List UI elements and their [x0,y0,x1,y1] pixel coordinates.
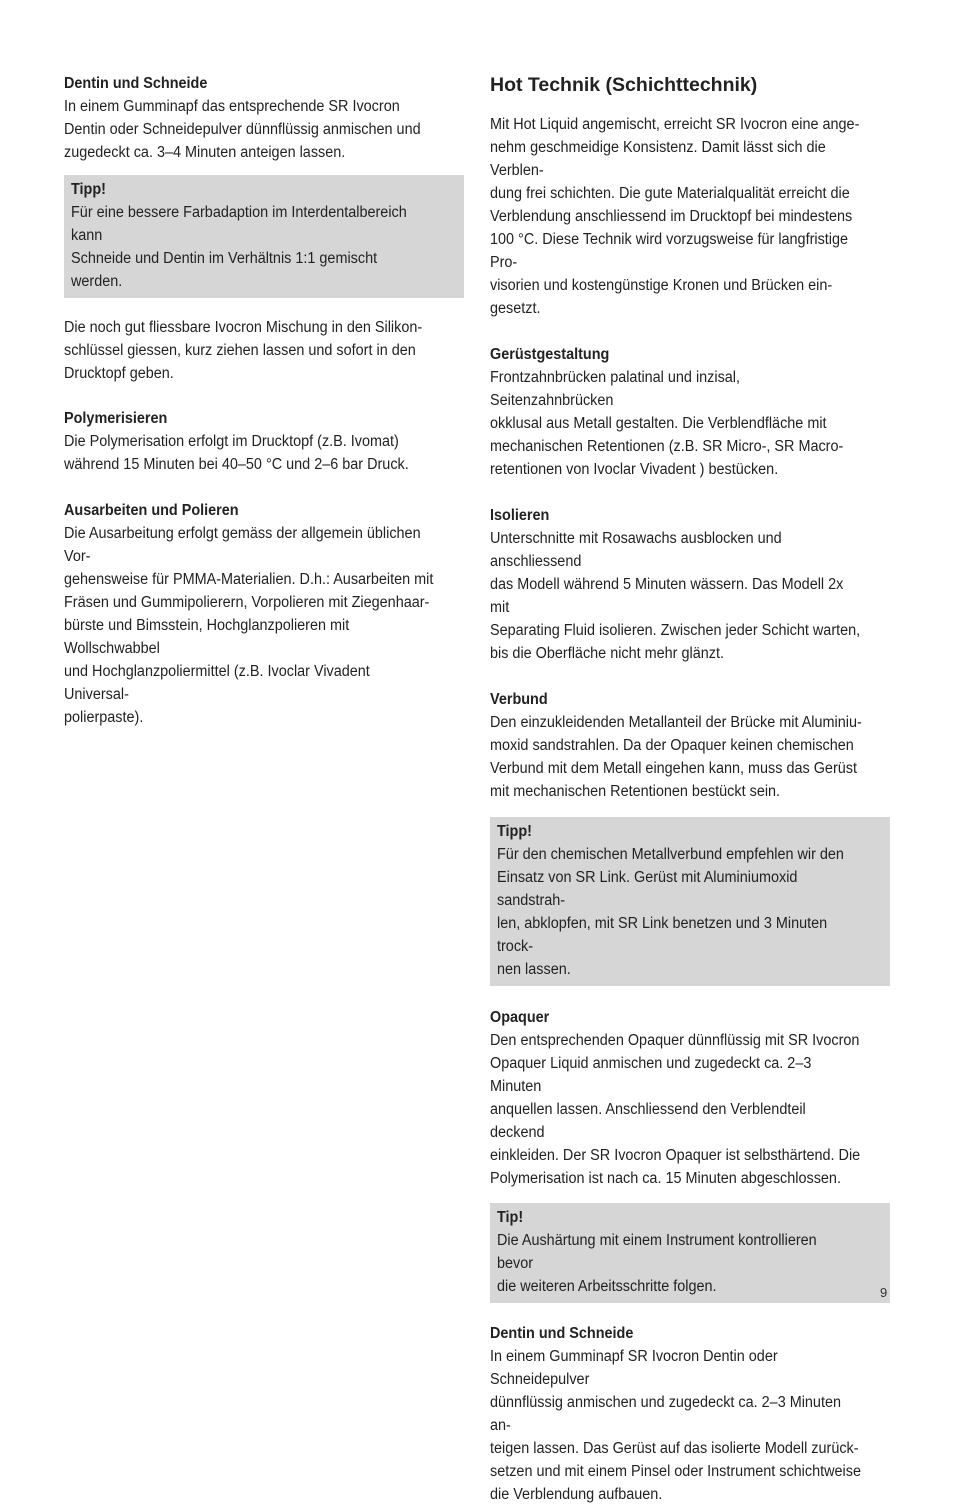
opaquer-text: Den entsprechenden Opaquer dünnflüssig mit SR Ivocron Opaquer Liquid anmischen und zugedeckt ca. 2–3 Minuten anquellen lassen. Anschliessend den Verblendteil deckend einkleiden. Der SR Ivocron Opaquer ist selbsthärtend. Die Polymerisation ist nach ca. 15 Minuten abgeschlossen. [490,1032,861,1187]
bond-text: Den einzukleidenden Metallanteil der Brücke mit Aluminiu- moxid sandstrahlen. Da der Opaquer keinen chemischen Verbund mit dem Metall eingehen kann, muss das Gerüst mit mechanischen Retentionen bestückt sein. [490,714,862,800]
right-column [490,72,890,1506]
page-number: 9 [880,1285,888,1300]
tip-text-left: Für eine bessere Farbadaption im Interdentalbereich kann Schneide und Dentin im Verhältnis 1:1 gemischt werden. [71,204,407,290]
frame-text: Frontzahnbrücken palatinal und inzisal, Seitenzahnbrücken okklusal aus Metall gestalten. Die Verblendfläche mit mechanischen Retentionen (z.B. SR Micro-, SR Macro- retentionen von Ivoclar Vivadent ) bestücken. [490,369,844,478]
tip-heading-left: Tipp! [71,181,106,198]
iso-heading: Isolieren [490,507,550,524]
poly-heading: Polymerisieren [64,410,168,427]
dentin-text-right: In einem Gumminapf SR Ivocron Dentin oder Schneidepulver dünnflüssig anmischen und zugedeckt ca. 2–3 Minuten an- teigen lassen. Das Gerüst auf das isolierte Modell zurück- setzen und mit einem Pinsel oder Instrument schichtweise die Verblendung aufbauen. [490,1348,861,1503]
left-column [64,72,464,729]
finish-text: Die Ausarbeitung erfolgt gemäss der allgemein üblichen Vor- gehensweise für PMMA-Materialien. D.h.: Ausarbeiten mit Fräsen und Gummipolierern, Vorpolieren mit Ziegenhaar- bürste und Bimsstein, Hochglanzpolieren mit Wollschwabbel und Hochglanzpoliermittel (z.B. Ivoclar Vivadent Universal- polierpaste). [64,525,434,726]
frame-heading: Gerüstgestaltung [490,346,610,363]
tip2-text: Die Aushärtung mit einem Instrument kontrollieren bevor die weiteren Arbeitsschritte folgen. [497,1232,817,1295]
tip-box-left [64,175,464,298]
tip-box-right-1 [490,817,890,986]
bond-heading: Verbund [490,691,548,708]
tip-box-right-2 [490,1203,890,1303]
poly-text: Die Polymerisation erfolgt im Drucktopf (z.B. Ivomat) während 15 Minuten bei 40–50 °C und 2–6 bar Druck. [64,433,409,473]
mix-text: Die noch gut fliessbare Ivocron Mischung in den Silikon- schlüssel giessen, kurz ziehen lassen und sofort in den Drucktopf geben. [64,319,423,382]
opaquer-heading: Opaquer [490,1009,550,1026]
tip1-heading: Tipp! [497,823,532,840]
tip2-heading: Tip! [497,1209,524,1226]
dentin-text-left: In einem Gumminapf das entsprechende SR Ivocron Dentin oder Schneidepulver dünnflüssig anmischen und zugedeckt ca. 3–4 Minuten anteigen lassen. [64,98,421,161]
intro-text: Mit Hot Liquid angemischt, erreicht SR Ivocron eine ange- nehm geschmeidige Konsistenz. Damit lässt sich die Verblen- dung frei schichten. Die gute Materialqualität erreicht die Verblendung anschliessend im Drucktopf bei mindestens 100 °C. Diese Technik wird vorzugsweise für langfristige Pro- visorien und kostengünstige Kronen und Brücken ein- gesetzt. [490,116,860,317]
dentin-heading-right: Dentin und Schneide [490,1325,634,1342]
dentin-heading-left: Dentin und Schneide [64,75,208,92]
iso-text: Unterschnitte mit Rosawachs ausblocken und anschliessend das Modell während 5 Minuten wässern. Das Modell 2x mit Separating Fluid isolieren. Zwischen jeder Schicht warten, bis die Oberfläche nicht mehr glänzt. [490,530,861,662]
page-title: Hot Technik (Schichttechnik) [490,74,758,96]
tip1-text: Für den chemischen Metallverbund empfehlen wir den Einsatz von SR Link. Gerüst mit Aluminiumoxid sandstrah- len, abklopfen, mit SR Link benetzen und 3 Minuten trock- nen lassen. [497,846,844,978]
finish-heading: Ausarbeiten und Polieren [64,502,239,519]
